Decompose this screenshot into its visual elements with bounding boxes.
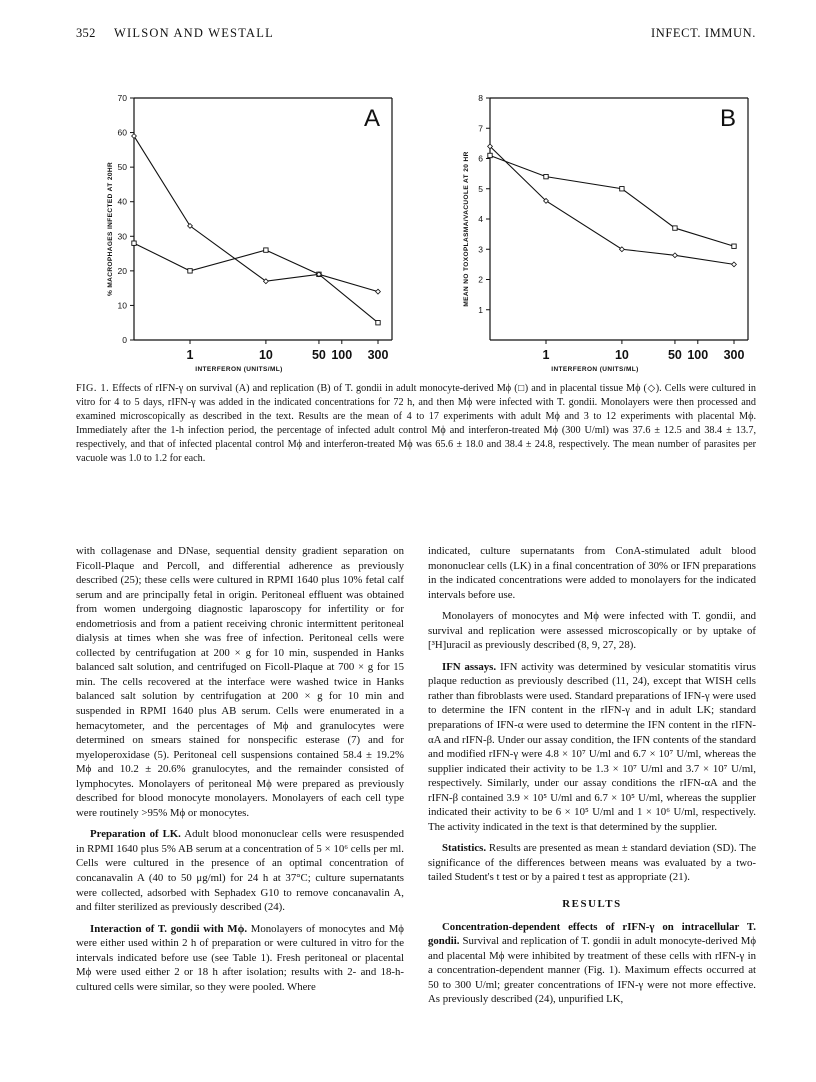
x-tick-label: 50 [667,348,682,362]
y-tick-label: 30 [117,231,127,242]
paragraph: with collagenase and DNase, sequential density gradient separation on Ficoll-Plaque and Percoll, and differential adherence as previously described (25); these cells were cultured in RPMI 1640 plus 10% fetal calf serum and are principally fetal in origin. Peritoneal effluent was obtained from women undergoing diagnostic laparoscopy for infertility or for endometriosis and from a patient receiving chronic intermittent peritoneal dialysis at times when she was free of infection. Peritoneal cells were collected by centrifugation at 200 × g for 10 min, suspended in Hanks balanced salt solution, and centrifuged on Ficoll-Plaque at 700 × g for 15 min. The cells recovered at the interface were washed twice in Hanks balanced salt solution by centrifugation at 200 × g for 10 min and suspended in RPMI 1640 plus AB serum. Cells were enumerated in a hemacytometer, and the percentages of Mϕ and granulocytes were determined on smears stained for nonspecific esterase (7) and for myeloperoxidase (5). Peritoneal cell suspensions contained 58.4 ± 19.2% Mϕ and 10.2 ± 20.6% granulocytes, and the remainder consisted of lymphocytes. Monolayers of peritoneal Mϕ were prepared as previously described for blood monocyte monolayers. Monolayers of each cell type were routinely >95% Mϕ or monocytes. [76,545,404,819]
chart-panel-b [432,88,762,373]
x-tick-label: 300 [723,348,745,362]
data-point-square [488,153,492,157]
section-heading: Statistics. [442,842,487,855]
paragraph: Monolayers of monocytes and Mϕ were infected with T. gondii, and survival and replication were assessed microscopically or by uptake of [³H]uracil as previously described (8, 9, 27, 28). [428,610,756,652]
series-line-adult-monocyte [490,155,734,246]
right-column [428,544,756,1007]
paragraph-text: Survival and replication of T. gondii in adult monocyte-derived Mϕ and placental Mϕ were inhibited by treatment of these cells with rIFN-γ in a concentration-dependent manner (Fig. 1). Maximum effects occurred at 50 to 300 U/ml; greater concentrations of IFN-γ were not more effective. As previously described (24), unpurified LK, [428,935,756,1006]
x-tick-label: 100 [687,348,709,362]
data-point-square [620,187,624,191]
data-point-square [264,248,268,252]
journal-name: INFECT. IMMUN. [650,26,756,40]
chart-a-svg [76,88,406,373]
y-tick-label: 2 [478,274,483,285]
paragraph [76,922,404,995]
figure-caption [76,382,756,467]
y-axis-label: % MACROPHAGES INFECTED AT 20HR [107,161,114,297]
x-tick-label: 1 [542,348,550,362]
panel-letter: B [719,105,737,132]
section-heading: IFN assays. [442,660,497,673]
y-tick-label: 10 [117,300,127,311]
chart-b-svg [432,88,762,373]
paragraph-text: IFN activity was determined by vesicular stomatitis virus plaque reduction as previously described (11, 24), except that WISH cells rather than fibroblasts were used. Standard preparations of IFN-γ were used to determine the IFN content in the rIFN-γ and in adult LK; standard preparations of IFN-α were used to determine the IFN content in the rIFN-αA and rIFN-β. Under our assay condition, the IFN contents of the standard and modified rIFN-γ were 4.8 × 10⁷ U/ml and 6.7 × 10⁷ U/ml, whereas the supplier indicated their activity to be 1.3 × 10⁷ U/ml and 3.7 × 10⁷ U/ml, respectively. Similarly, under our assay conditions the rIFN-αA and the rIFN-β contained 3.9 × 10⁵ U/ml and 6.7 × 10⁵ U/ml, whereas the supplier indicated their activity to be 6 × 10⁵ U/ml and 1 × 10⁶ U/ml, respectively. The activity indicated in the text is that determined by the supplier. [428,660,756,833]
paragraph [428,841,756,885]
data-point-square [188,269,192,273]
caption-text: Effects of rIFN-γ on survival (A) and replication (B) of T. gondii in adult monocyte-derived Mϕ (□) and in placental tissue Mϕ (◇). Cells were cultured in vitro for 4 to 5 days, rIFN-γ was added in the indicated concentrations for 72 h, and then Mϕ were infected with T. gondii. Monolayers were then processed and examined microscopically as described in the text. Results are the mean of 4 to 17 experiments with adult Mϕ and 3 to 12 experiments with placental Mϕ. Immediately after the 1-h infection period, the percentage of infected adult control Mϕ and interferon-treated Mϕ (300 U/ml) was 37.6 ± 12.5 and 38.4 ± 13.7, respectively, and that of infected placental control Mϕ and interferon-treated Mϕ was 65.6 ± 18.0 and 38.4 ± 24.8, respectively. The mean number of parasites per vacuole was 1.0 to 1.2 for each. [76,383,757,465]
running-authors: WILSON AND WESTALL [114,26,274,40]
left-column [76,544,404,994]
results-heading: RESULTS [562,898,622,911]
data-point-diamond [376,289,381,294]
page-number: 352 [76,26,96,40]
section-heading: Interaction of T. gondii with Mϕ. [90,922,248,935]
y-tick-label: 40 [117,196,127,207]
y-tick-label: 3 [478,244,483,255]
data-point-diamond [732,262,737,267]
y-tick-label: 20 [117,265,127,276]
x-axis-label: INTERFERON (UNITS/ML) [551,366,639,373]
series-line-adult-monocyte [134,243,378,323]
y-tick-label: 60 [117,127,127,138]
data-point-diamond [673,253,678,258]
x-axis-label: INTERFERON (UNITS/ML) [195,366,283,373]
running-header [76,26,756,42]
y-tick-label: 1 [478,304,483,315]
data-point-square [132,241,136,245]
section-heading: Preparation of LK. [90,828,181,841]
data-point-square [673,226,677,230]
x-tick-label: 300 [367,348,389,362]
data-point-square [544,174,548,178]
y-axis-label: MEAN NO TOXOPLASMA/VACUOLE AT 20 HR [463,151,470,307]
y-tick-label: 5 [478,183,483,194]
paragraph-text: Adult blood mononuclear cells were resuspended in RPMI 1640 plus 5% AB serum at a concentration of 5 × 10⁶ cells per ml. Cells were cultured in the presence of an optimal concentration of concanavalin A (40 to 50 μg/ml) for 24 h at 37°C; culture supernatants were collected, adsorbed with Sephadex G10 to remove concanavalin A, and filter sterilized as previously described (24). [76,828,404,914]
figure-label: FIG. 1. [76,383,110,394]
x-tick-label: 10 [614,348,629,362]
series-line-placental [490,146,734,264]
data-point-square [732,244,736,248]
y-tick-label: 70 [117,93,127,103]
paragraph-text: Results are presented as mean ± standard deviation (SD). The significance of the differences between means was evaluated by a two-tailed Student's t test or by a paired t test as appropriate (21). [428,842,756,884]
x-tick-label: 1 [186,348,194,362]
y-tick-label: 4 [478,214,483,224]
section-heading: Concentration-dependent effects of rIFN-γ on intracellular T. gondii. [428,920,756,948]
x-tick-label: 10 [258,348,273,362]
data-point-square [376,321,380,325]
panel-letter: A [363,105,381,132]
series-line-placental [134,136,378,292]
chart-panel-a [76,88,406,373]
y-tick-label: 8 [478,93,483,103]
paragraph [428,920,756,1007]
y-tick-label: 50 [117,162,127,173]
y-tick-label: 7 [478,123,483,134]
x-tick-label: 50 [311,348,326,362]
paragraph: indicated, culture supernatants from ConA-stimulated adult blood mononuclear cells (LK) in a final concentration of 30% or IFN preparations in the indicated concentrations were added to monolayers for the indicated intervals before use. [428,545,756,601]
x-tick-label: 100 [331,348,353,362]
y-tick-label: 6 [478,153,483,164]
paragraph [76,827,404,914]
paragraph [428,660,756,835]
paragraph-text: Monolayers of monocytes and Mϕ were either used within 2 h of preparation or were cultured in vitro for the intervals indicated before use (see Table 1). Fresh peritoneal or placental Mϕ were used either 2 or 18 h after isolation; results with 2- and 18-h-cultured cells were similar, so they were pooled. Where [76,922,404,993]
y-tick-label: 0 [122,335,127,345]
